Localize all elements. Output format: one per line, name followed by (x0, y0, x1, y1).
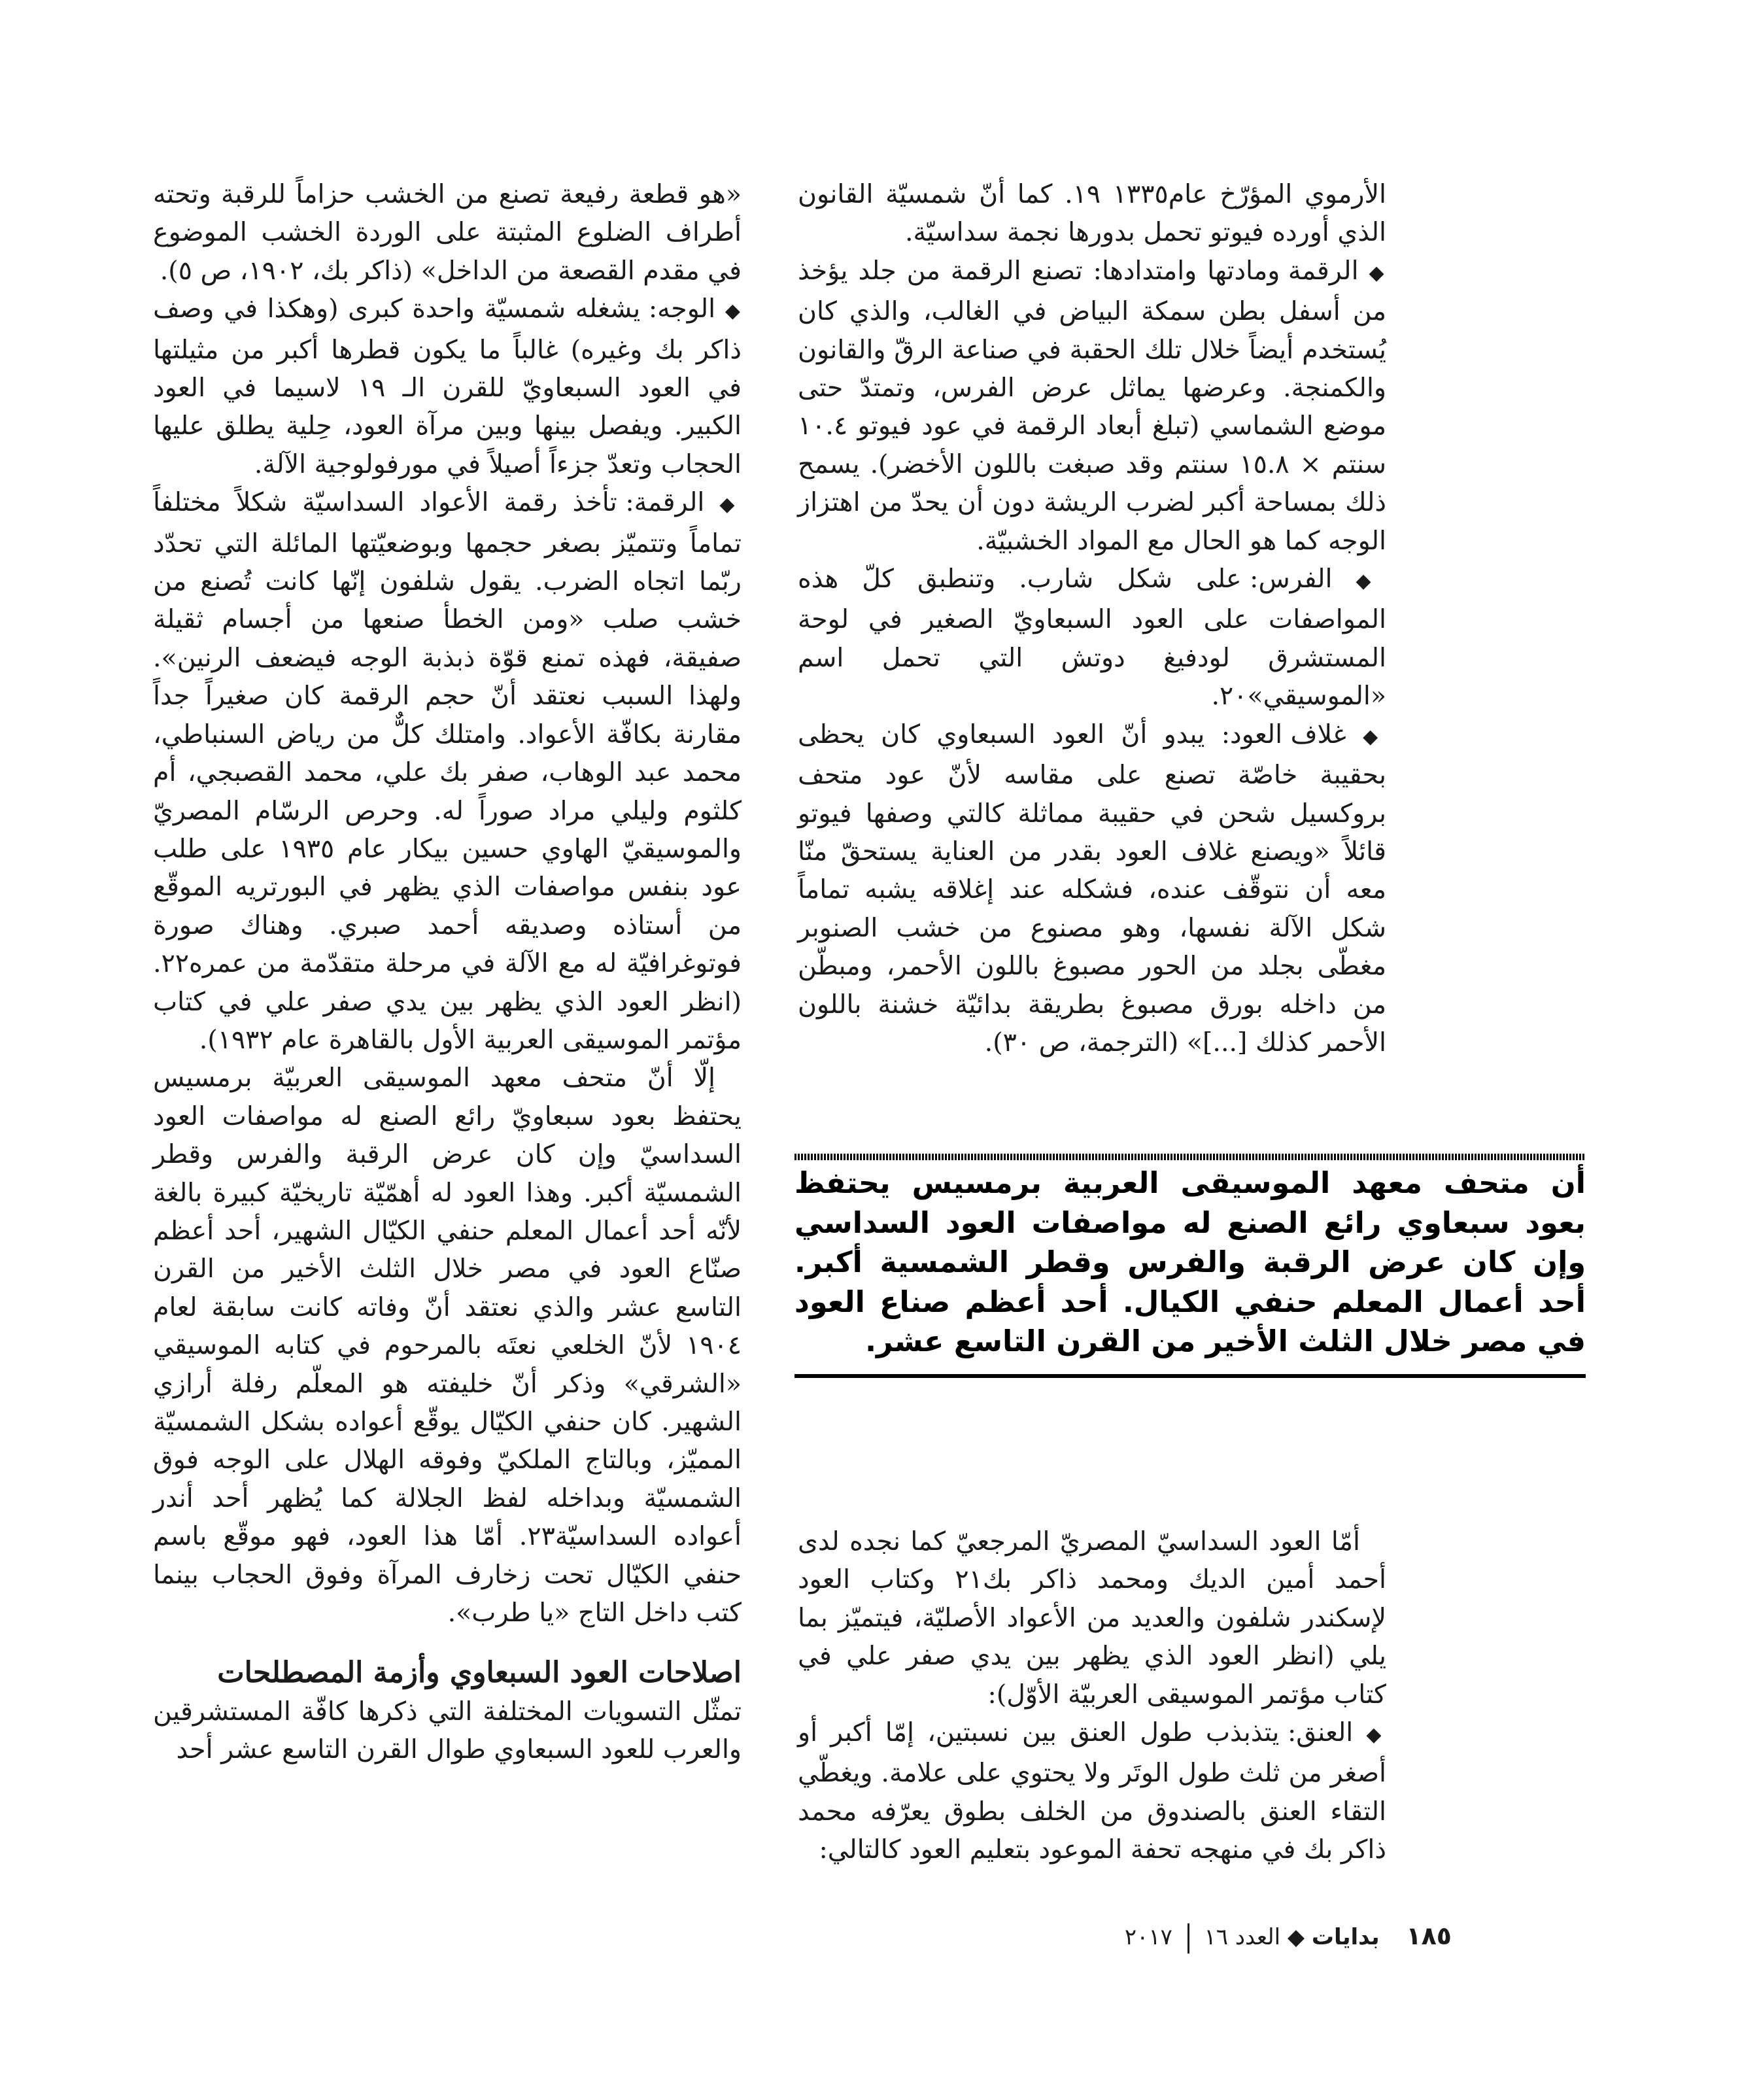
section-heading: اصلاحات العود السبعاوي وأزمة المصطلحات (217, 1656, 742, 1690)
diamond-bullet-icon: ◆ (1363, 725, 1386, 748)
diamond-bullet-icon: ◆ (1356, 570, 1387, 593)
right-column-bottom (798, 1523, 1386, 1869)
page-number: ١٨٥ (1406, 1921, 1452, 1950)
pull-quote-text: أن متحف معهد الموسيقى العربية برمسيس يحتفظ بعود سبعاوي رائع الصنع له مواصفات العود السداسي وإن كان عرض الرقبة والفرس وقطر الشمسية أكبر. أحد أعمال المعلم حنفي الكيال. أحد أعظم صناع العود في مصر خلال الثلث الأخير من القرن التاسع عشر. (794, 1167, 1586, 1358)
diamond-bullet-icon: ◆ (725, 300, 742, 323)
pull-quote-top-rule (794, 1154, 1586, 1160)
issue-year: ٢٠١٧ (1124, 1924, 1172, 1950)
pull-quote (794, 1164, 1586, 1362)
paragraph: «هو قطعة رفيعة تصنع من الخشب حزاماً للرقبة وتحته أطراف الضلوع المثبتة على الوردة الخشب الموضوع في مقدم القصعة من الداخل» (ذاكر بك، ١٩٠٢، ص ٥). (153, 179, 742, 286)
diamond-bullet-icon: ◆ (719, 493, 742, 517)
paragraph: تمثّل التسويات المختلفة التي ذكرها كافّة المستشرقين والعرب للعود السبعاوي طوال القرن التاسع عشر أحد (153, 1696, 742, 1765)
page-footer (1125, 1919, 1452, 1954)
magazine-name: بدايات (1311, 1924, 1380, 1950)
issue-number: العدد ١٦ (1204, 1924, 1281, 1950)
paragraph: الأرموي المؤرّخ عام١٣٣٥ ١٩. كما أنّ شمسيّة القانون الذي أورده فيوتو تحمل بدورها نجمة سداسيّة. (798, 179, 1387, 248)
paragraph-item: ◆ غلاف العود: يبدو أنّ العود السبعاوي كان يحظى بحقيبة خاصّة تصنع على مقاسه لأنّ عود متحف بروكسيل شحن في حقيبة مماثلة كالتي وصفها فيوتو قائلاً «ويصنع غلاف العود بقدر من العناية يستحقّ منّا معه أن نتوقّف عنده، فشكله عند إغلاقه يشبه تماماً شكل الآلة نفسها، وهو مصنوع من خشب الصنوبر مغطّى بجلد من الحور مصبوغ باللون الأحمر، ومبطّن من داخله بورق مصبوغ بطريقة بدائيّة خشنة باللون الأحمر كذلك [...]» (الترجمة، ص ٣٠). (798, 719, 1386, 1058)
pull-quote-bottom-rule (794, 1374, 1586, 1378)
diamond-bullet-icon: ◆ (1369, 261, 1386, 284)
paragraph-item: ◆ الرقمة ومادتها وامتدادها: تصنع الرقمة من جلد يؤخذ من أسفل بطن سمكة البياض في الغالب، والذي كان يُستخدم أيضاً خلال تلك الحقبة في صناعة الرقّ والقانون والكمنجة. وعرضها يماثل عرض الفرس، وتمتدّ حتى موضع الشماسي (تبلغ أبعاد الرقمة في عود فيوتو ١٠.٤ سنتم × ١٥.٨ سنتم وقد صبغت باللون الأخضر). يسمح ذلك بمساحة أكبر لضرب الريشة دون أن يحدّ من اهتزاز الوجه كما هو الحال مع المواد الخشبيّة. (798, 255, 1386, 556)
left-column (153, 175, 742, 1769)
footer-divider (1187, 1923, 1189, 1954)
diamond-separator-icon: ◆ (1287, 1924, 1305, 1950)
paragraph: إلّا أنّ متحف معهد الموسيقى العربيّة برمسيس يحتفظ بعود سبعاويّ رائع الصنع له مواصفات العود السداسيّ وإن كان عرض الرقبة والفرس وقطر الشمسيّة أكبر. وهذا العود له أهمّيّة تاريخيّة كبيرة بالغة لأنّه أحد أعمال المعلم حنفي الكيّال الشهير، أحد أعظم صنّاع العود في مصر خلال الثلث الأخير من القرن التاسع عشر والذي نعتقد أنّ وفاته كانت سابقة لعام ١٩٠٤ لأنّ الخلعي نعتَه بالمرحوم في كتابه الموسيقي «الشرقي» وذكر أنّ خليفته هو المعلّم رفلة أرازي الشهير. كان حنفي الكيّال يوقّع أعواده بشكل الشمسيّة المميّز، وبالتاج الملكيّ وفوقه الهلال على الوجه فوق الشمسيّة وبداخله لفظ الجلالة كما يُظهر أحد أندر أعواده السداسيّة٢٣. أمّا هذا العود، فهو موقّع باسم حنفي الكيّال تحت زخارف المرآة وفوق الحجاب بينما كتب داخل التاج «يا طرب». (153, 1063, 742, 1628)
paragraph-item: ◆ الفرس: على شكل شارب. وتنطبق كلّ هذه المواصفات على العود السبعاويّ الصغير في لوحة المستشرق لودفيغ دوتش التي تحمل اسم «الموسيقي»٢٠. (798, 564, 1387, 712)
right-column (798, 175, 1386, 1061)
paragraph-item: ◆ العنق: يتذبذب طول العنق بين نسبتين، إمّا أكبر أو أصغر من ثلث طول الوتَر ولا يحتوي على علامة. ويغطّي التقاء العنق بالصندوق من الخلف بطوق يعرّفه محمد ذاكر بك في منهجه تحفة الموعود بتعليم العود كالتالي: (798, 1717, 1387, 1865)
diamond-bullet-icon: ◆ (1366, 1723, 1387, 1747)
paragraph: أمّا العود السداسيّ المصريّ المرجعيّ كما نجده لدى أحمد أمين الديك ومحمد ذاكر بك٢١ وكتاب العود لإسكندر شلفون والعديد من الأعواد الأصليّة، فيتميّز بما يلي (انظر العود الذي يظهر بين يدي صفر علي في كتاب مؤتمر الموسيقى العربيّة الأوّل): (798, 1526, 1386, 1710)
paragraph-item: ◆ الوجه: يشغله شمسيّة واحدة كبرى (وهكذا في وصف ذاكر بك وغيره) غالباً ما يكون قطرها أكبر من مثيلتها في العود السبعاويّ للقرن الـ ١٩ لاسيما في العود الكبير. ويفصل بينها وبين مرآة العود، حِلية يطلق عليها الحجاب وتعدّ جزءاً أصيلاً في مورفولوجية الآلة. (153, 294, 742, 479)
paragraph-item: ◆ الرقمة: تأخذ رقمة الأعواد السداسيّة شكلاً مختلفاً تماماً وتتميّز بصغر حجمها وبوضعيّتها المائلة التي تحدّد ربّما اتجاه الضرب. يقول شلفون إنّها كانت تُصنع من خشب صلب «ومن الخطأ صنعها من أجسام ثقيلة صفيقة، فهذه تمنع قوّة ذبذبة الوجه فيضعف الرنين». ولهذا السبب نعتقد أنّ حجم الرقمة كان صغيراً جداً مقارنة بكافّة الأعواد. وامتلك كلٌّ من رياض السنباطي، محمد عبد الوهاب، صفر بك علي، محمد القصبجي، أم كلثوم وليلي مراد صوراً له. وحرص الرسّام المصريّ والموسيقيّ الهاوي حسين بيكار عام ١٩٣٥ على طلب عود بنفس مواصفات الذي يظهر في البورتريه الموقّع من أستاذه وصديقه أحمد صبري. وهناك صورة فوتوغرافيّة له مع الآلة في مرحلة متقدّمة من عمره٢٢. (انظر العود الذي يظهر بين يدي صفر علي في كتاب مؤتمر الموسيقى العربية الأول بالقاهرة عام ١٩٣٢). (153, 487, 742, 1055)
